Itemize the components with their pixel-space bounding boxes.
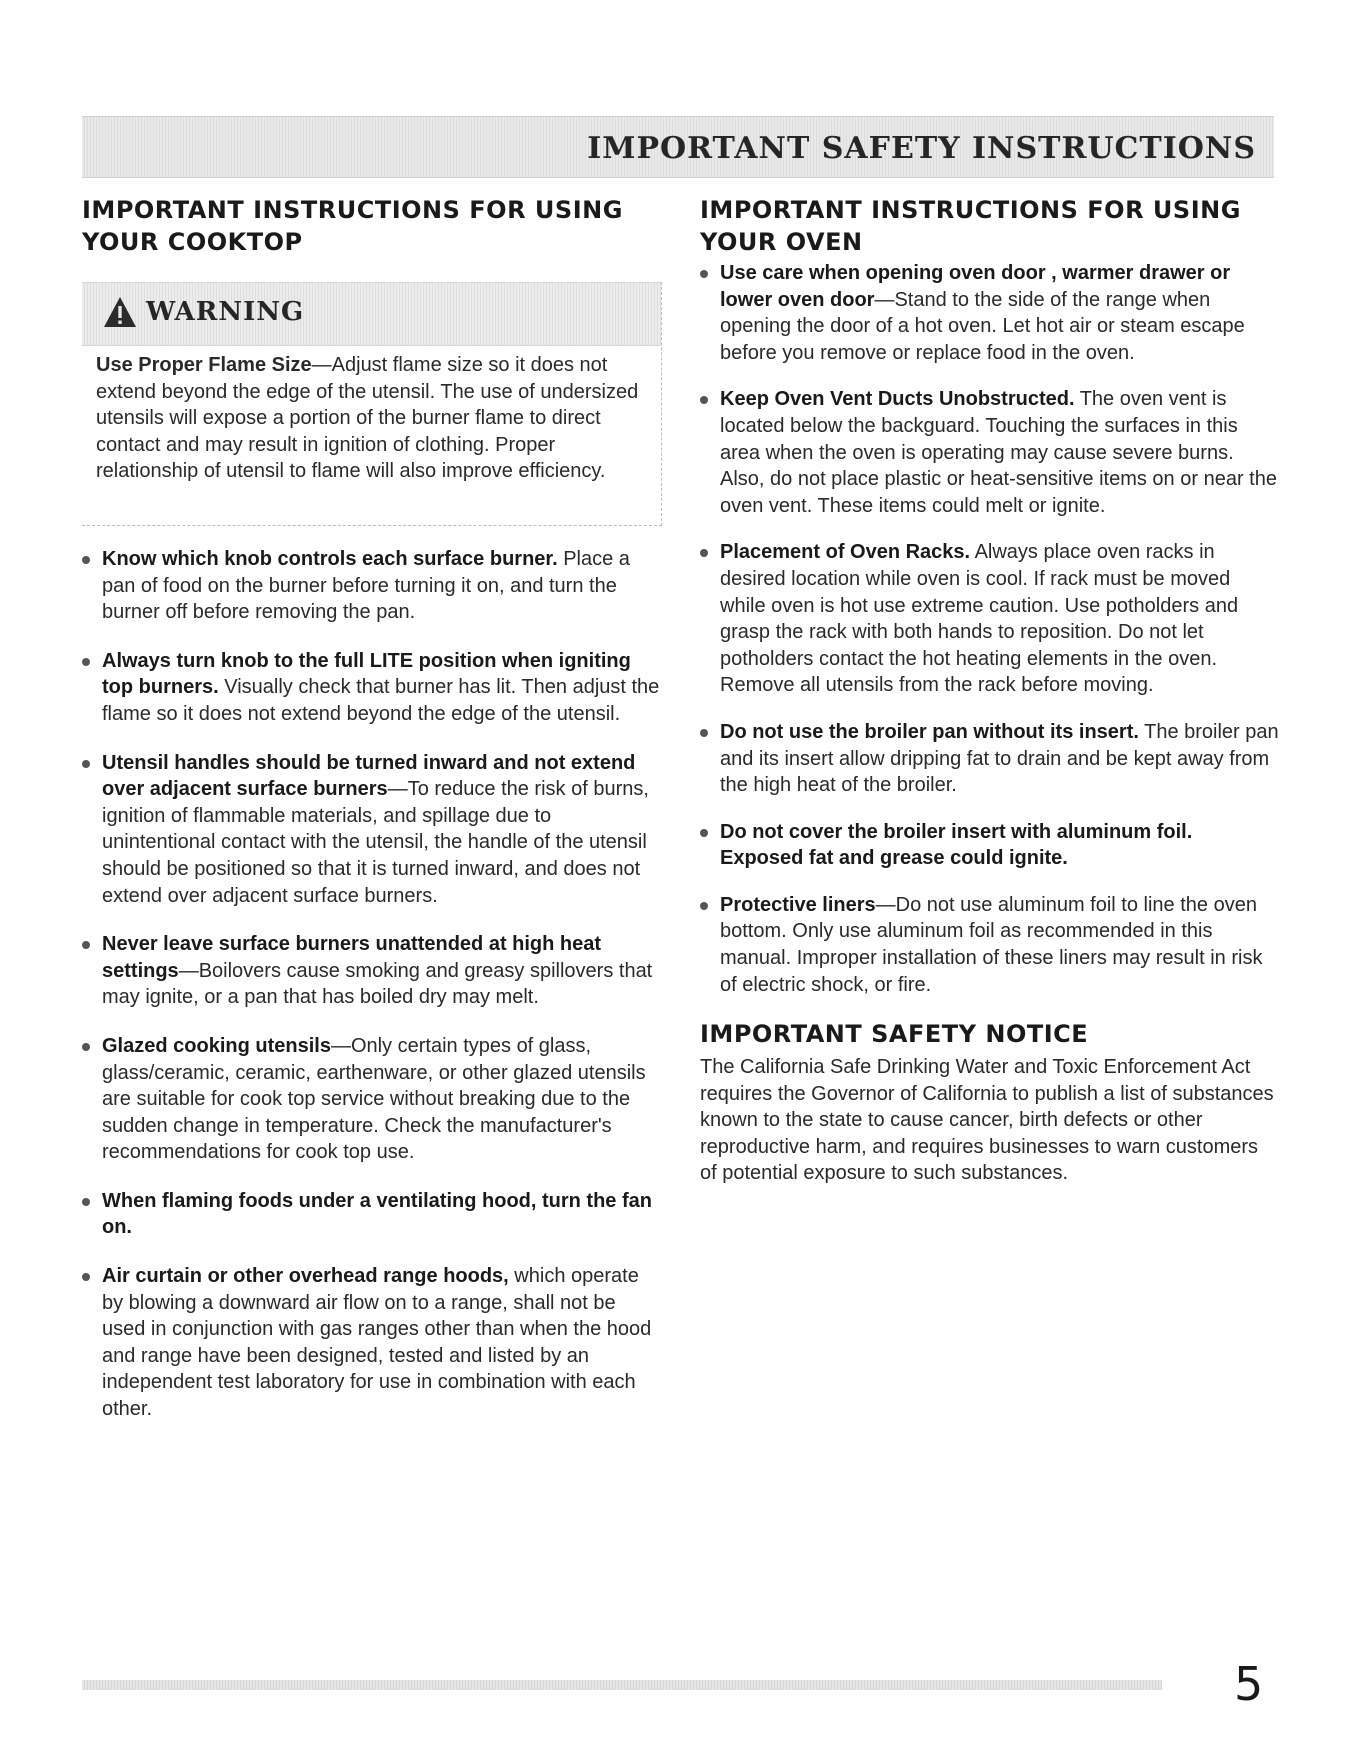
oven-instructions-list <box>700 260 1280 998</box>
list-item <box>82 750 662 910</box>
item-text: —Only certain types of glass, glass/ceramic, ceramic, earthenware, or other glazed utensils are suitable for cook top service without breaking due to the sudden change in temperature. Check the manufacturer's recommendations for cook top use. <box>102 1034 646 1164</box>
list-item <box>82 1188 662 1241</box>
cooktop-instructions-list <box>82 546 662 1423</box>
bullet-icon <box>82 941 90 949</box>
item-lead: Know which knob controls each surface burner. <box>102 548 558 570</box>
warning-triangle-icon <box>102 295 138 329</box>
bullet-icon <box>700 549 708 557</box>
bullet-icon <box>700 902 708 910</box>
cooktop-column <box>82 194 662 1445</box>
list-item <box>82 1263 662 1423</box>
cooktop-section-title: IMPORTANT INSTRUCTIONS FOR USING YOUR COOKTOP <box>82 196 623 256</box>
item-lead: Always turn knob to the full LITE position when igniting top burners. <box>102 649 631 699</box>
item-lead: Keep Oven Vent Ducts Unobstructed. <box>720 388 1075 411</box>
item-lead: When flaming foods under a ventilating hood, turn the fan on. <box>102 1189 652 1239</box>
item-lead: Air curtain or other overhead range hoods, <box>102 1265 509 1288</box>
item-text: Place a pan of food on the burner before turning it on, and turn the burner off before removing the pan. <box>102 548 630 624</box>
list-item <box>700 260 1280 366</box>
warning-lead: Use Proper Flame Size <box>96 354 312 376</box>
page-number: 5 <box>1234 1657 1264 1711</box>
item-lead: Do not cover the broiler insert with aluminum foil. Exposed fat and grease could ignite. <box>720 820 1193 870</box>
item-text: —Boilovers cause smoking and greasy spillovers that may ignite, or a pan that has boiled dry may melt. <box>102 959 653 1009</box>
list-item <box>700 539 1280 699</box>
bullet-icon <box>82 658 90 666</box>
list-item <box>700 386 1280 519</box>
item-text: —To reduce the risk of burns, ignition of flammable materials, and spillage due to unintentional contact with the utensil, the handle of the utensil should be positioned so that it is turned inward, and does not extend over adjacent surface burners. <box>102 778 649 907</box>
item-lead: Glazed cooking utensils <box>102 1034 331 1057</box>
list-item <box>82 1033 662 1166</box>
safety-notice-title: IMPORTANT SAFETY NOTICE <box>700 1020 1089 1049</box>
bullet-icon <box>82 1273 90 1281</box>
bullet-icon <box>82 556 90 564</box>
bullet-icon <box>700 829 708 837</box>
item-text: The oven vent is located below the backguard. Touching the surfaces in this area when the oven is operating may cause severe burns. Also, do not place plastic or heat-sensitive items on or near the oven vent. These items could melt or ignite. <box>720 388 1277 517</box>
item-text: The broiler pan and its insert allow dripping fat to drain and be kept away from the high heat of the broiler. <box>720 720 1279 797</box>
item-lead: Use care when opening oven door , warmer drawer or lower oven door <box>720 262 1231 311</box>
item-text: Visually check that burner has lit. Then adjust the flame so it does not extend beyond the edge of the utensil. <box>102 676 660 725</box>
footer-bar <box>82 1680 1162 1690</box>
bullet-icon <box>82 760 90 768</box>
warning-label: WARNING <box>146 297 305 327</box>
warning-box <box>82 282 662 526</box>
list-item <box>700 819 1280 872</box>
item-lead: Placement of Oven Racks. <box>720 541 971 564</box>
banner-title: IMPORTANT SAFETY INSTRUCTIONS <box>587 131 1256 166</box>
item-lead: Utensil handles should be turned inward and not extend over adjacent surface burners <box>102 751 636 801</box>
warning-header <box>82 282 661 346</box>
oven-section-title: IMPORTANT INSTRUCTIONS FOR USING YOUR OVEN <box>700 196 1241 256</box>
item-lead: Never leave surface burners unattended at high heat settings <box>102 933 602 982</box>
oven-column <box>700 194 1280 1187</box>
safety-notice-text: The California Safe Drinking Water and Toxic Enforcement Act requires the Governor of California to publish a list of substances known to the state to cause cancer, birth defects or other reproductive harm, and requires businesses to warn customers of potential exposure to such substances. <box>700 1056 1274 1185</box>
item-text: —Stand to the side of the range when opening the door of a hot oven. Let hot air or steam escape before you remove or replace food in the oven. <box>720 288 1245 364</box>
list-item <box>700 719 1280 799</box>
item-lead: Protective liners <box>720 893 876 916</box>
list-item <box>82 648 662 728</box>
list-item <box>82 931 662 1011</box>
item-text: which operate by blowing a downward air flow on to a range, shall not be used in conjunction with gas ranges other than when the hood and range have been designed, tested and listed by an independent test laboratory for use in combination with each other. <box>102 1265 652 1421</box>
bullet-icon <box>82 1198 90 1206</box>
list-item <box>700 892 1280 998</box>
item-lead: Do not use the broiler pan without its insert. <box>720 720 1139 743</box>
bullet-icon <box>700 396 708 404</box>
warning-text <box>82 346 661 485</box>
bullet-icon <box>700 729 708 737</box>
item-text: —Do not use aluminum foil to line the oven bottom. Only use aluminum foil as recommended in this manual. Improper installation of these liners may result in risk of electric shock, or fire. <box>720 893 1263 996</box>
list-item <box>82 546 662 626</box>
header-banner <box>82 116 1274 178</box>
bullet-icon <box>700 270 708 278</box>
item-text: Always place oven racks in desired location while oven is cool. If rack must be moved while oven is hot use extreme caution. Use potholders and grasp the rack with both hands to reposition. Do not let potholders contact the hot heating elements in the oven. Remove all utensils from the rack before moving. <box>720 541 1239 697</box>
bullet-icon <box>82 1043 90 1051</box>
warning-body: —Adjust flame size so it does not extend beyond the edge of the utensil. The use of undersized utensils will expose a portion of the burner flame to direct contact and may result in ignition of clothing. Proper relationship of utensil to flame will also improve efficiency. <box>96 354 639 482</box>
